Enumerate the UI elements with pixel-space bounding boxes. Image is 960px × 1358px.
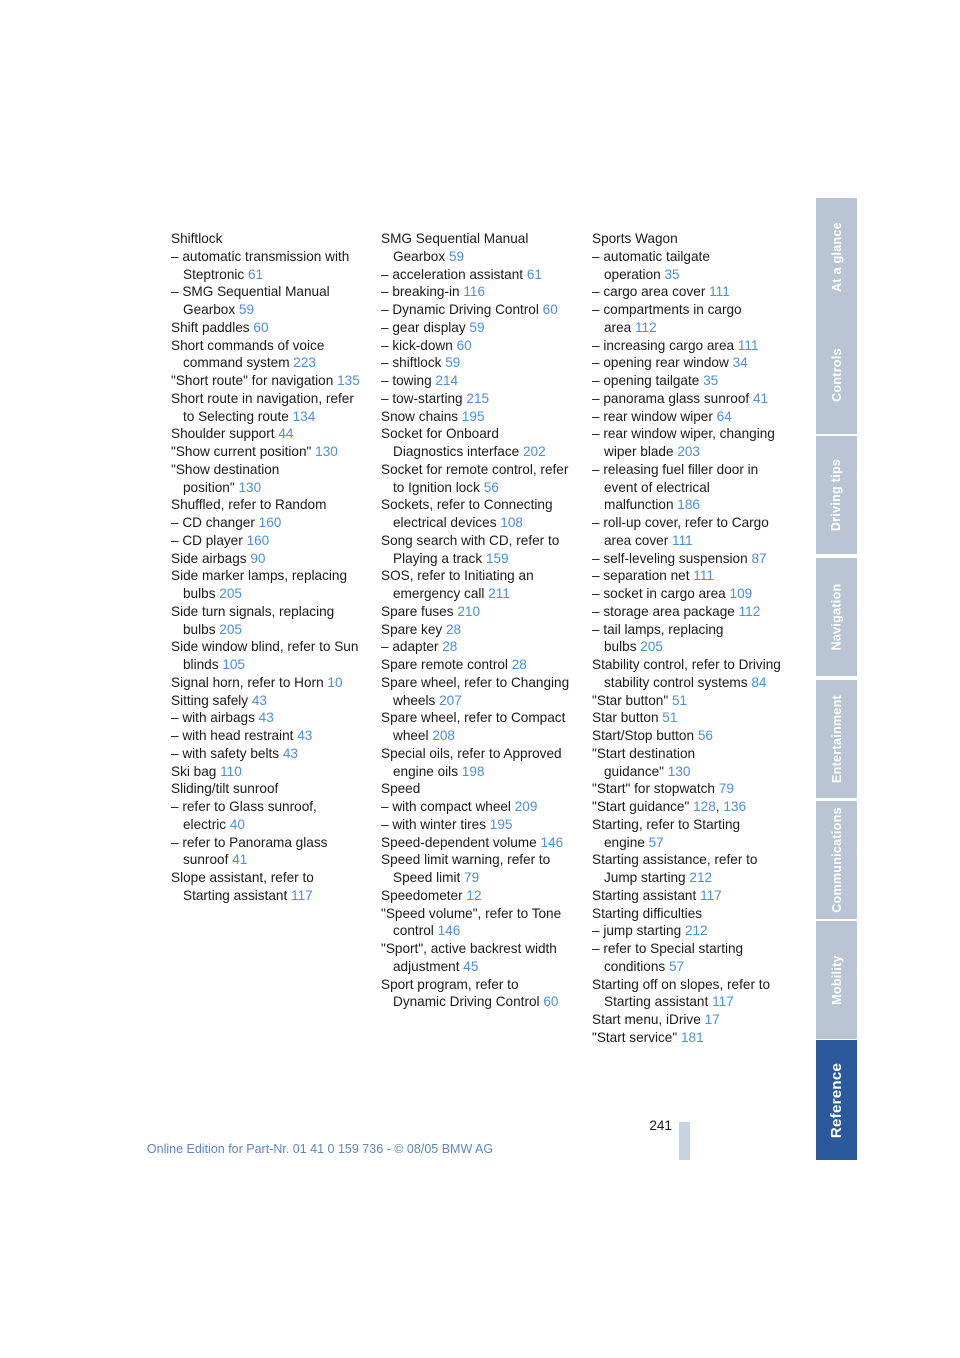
index-entry-term: Sitting safely: [171, 692, 249, 708]
page-link[interactable]: 79: [464, 870, 480, 885]
page-link[interactable]: 195: [489, 816, 513, 832]
index-entry-term: – SMG Sequential Manual Gearbox: [171, 284, 330, 317]
index-entry: [171, 567, 361, 603]
index-entry: [381, 390, 571, 408]
page-link[interactable]: 212: [689, 870, 713, 885]
index-entry: [381, 532, 571, 568]
page-link[interactable]: 34: [732, 355, 748, 371]
index-entry-term: Side airbags: [171, 550, 247, 566]
index-entry: [171, 390, 361, 426]
page-link[interactable]: 35: [703, 373, 719, 388]
page-link[interactable]: 205: [219, 586, 242, 601]
index-entry-term: – breaking-in: [381, 284, 460, 300]
index-entry-term: Speed limit warning, refer to Speed limit: [381, 852, 551, 885]
index-entry: [381, 621, 571, 639]
index-entry-term: Song search with CD, refer to Playing a track: [381, 532, 560, 566]
index-entry: [592, 851, 782, 887]
page-link[interactable]: 112: [635, 319, 657, 335]
page-link[interactable]: 60: [543, 994, 559, 1010]
index-entry-term: Starting assistance, refer to Jump starting: [592, 852, 758, 885]
page-link[interactable]: 44: [278, 426, 294, 442]
index-entry: [171, 248, 361, 284]
page-link[interactable]: 28: [442, 639, 458, 655]
index-entry: [381, 567, 571, 603]
index-entry-term: Starting off on slopes, refer to Starting assistant: [592, 976, 771, 1010]
index-entry-term: Short route in navigation, refer to Selecting route: [171, 390, 354, 424]
page-link[interactable]: 117: [700, 887, 722, 903]
tab-label: Reference: [828, 1062, 845, 1138]
index-entry: [381, 230, 571, 266]
page-link[interactable]: 210: [457, 603, 481, 619]
page-link[interactable]: 214: [435, 373, 459, 388]
page-link[interactable]: 209: [514, 799, 538, 814]
page-link[interactable]: 43: [251, 692, 267, 708]
index-entry-term: – roll-up cover, refer to Cargo area cover: [592, 515, 769, 548]
page-link[interactable]: 203: [677, 444, 700, 459]
tab-driving-tips[interactable]: [816, 436, 857, 554]
index-entry: [592, 887, 782, 905]
index-entry: [592, 337, 782, 355]
tab-mobility[interactable]: [816, 921, 857, 1039]
index-entry-term: Speed-dependent volume: [381, 834, 537, 850]
index-entry: [171, 496, 361, 514]
index-entry: [592, 248, 782, 284]
index-entry: [171, 514, 361, 532]
index-entry: [171, 869, 361, 905]
index-entry: [592, 709, 782, 727]
index-column-1: [171, 230, 361, 905]
index-entry-term: Socket for Onboard Diagnostics interface: [381, 426, 520, 459]
page-link[interactable]: 186: [677, 497, 700, 513]
page-link[interactable]: 60: [456, 337, 472, 353]
index-entry: [171, 834, 361, 870]
index-entry-term: Shuffled, refer to Random: [171, 497, 327, 513]
tab-label: Navigation: [829, 583, 844, 651]
index-entry: [171, 372, 361, 390]
index-entry-term: "Show current position": [171, 444, 312, 459]
page-link[interactable]: 105: [222, 657, 245, 672]
index-entry-term: Socket for remote control, refer to Ignition lock: [381, 461, 569, 495]
index-entry-term: – automatic tailgate operation: [592, 248, 710, 282]
page-link[interactable]: 59: [469, 319, 485, 335]
index-entry: [381, 319, 571, 337]
index-entry: [592, 780, 782, 798]
index-entry: [592, 922, 782, 940]
index-entry: [381, 337, 571, 355]
page-link[interactable]: 135: [337, 373, 360, 388]
index-entry-term: – with airbags: [171, 710, 255, 726]
index-entry: [381, 372, 571, 390]
index-entry: [171, 319, 361, 337]
page-link[interactable]: 128: [693, 799, 716, 814]
index-entry-term: – refer to Glass sunroof, electric: [171, 799, 317, 832]
index-entry-term: Sport program, refer to Dynamic Driving Control: [381, 976, 540, 1010]
page-link[interactable]: 57: [669, 958, 685, 974]
index-entry-term: Shoulder support: [171, 426, 275, 442]
page-link[interactable]: 130: [315, 444, 338, 459]
page-link[interactable]: 202: [522, 444, 546, 459]
index-entry: [381, 834, 571, 852]
index-entry: [592, 976, 782, 1012]
index-entry: [171, 443, 361, 461]
index-entry-term: – opening rear window: [592, 355, 729, 371]
index-entry: [171, 727, 361, 745]
page-link[interactable]: 90: [250, 550, 266, 566]
index-entry-term: Sliding/tilt sunroof: [171, 781, 279, 797]
index-entry-term: "Star button": [592, 692, 669, 708]
index-entry: [592, 816, 782, 852]
index-entry-term: "Sport", active backrest width adjustment: [381, 941, 557, 974]
index-entry-term: "Start destination guidance": [592, 745, 696, 779]
index-entry: [171, 763, 361, 781]
index-entry-term: Speed: [381, 781, 421, 797]
index-entry-term: – tail lamps, replacing bulbs: [592, 621, 724, 655]
index-entry: [171, 674, 361, 692]
index-entry-term: – CD player: [171, 532, 243, 548]
index-entry-term: – refer to Special starting conditions: [592, 941, 744, 974]
index-entry: [592, 1011, 782, 1029]
index-entry-term: Shift paddles: [171, 319, 250, 335]
index-entry-term: – cargo area cover: [592, 284, 706, 300]
index-column-2: [381, 230, 571, 1011]
index-entry: [381, 780, 571, 798]
index-entry-term: – panorama glass sunroof: [592, 390, 750, 406]
index-entry: [171, 532, 361, 550]
page-link[interactable]: 208: [432, 728, 455, 743]
index-entry-term: Signal horn, refer to Horn: [171, 674, 324, 690]
index-entry-term: Snow chains: [381, 408, 459, 424]
index-entry-term: – with safety belts: [171, 745, 280, 761]
page-link[interactable]: 111: [693, 568, 714, 584]
index-entry: [592, 727, 782, 745]
page-link[interactable]: 10: [327, 674, 343, 690]
page-link[interactable]: 111: [672, 532, 693, 548]
index-entry-term: Spare wheel, refer to Changing wheels: [381, 674, 570, 708]
page-link[interactable]: 108: [500, 515, 523, 530]
index-entry-term: "Start service": [592, 1029, 678, 1045]
page-link[interactable]: 205: [640, 639, 663, 655]
index-entry-term: Sockets, refer to Connecting electrical devices: [381, 497, 553, 530]
index-entry-term: – separation net: [592, 568, 690, 584]
page-link[interactable]: 146: [540, 834, 564, 850]
index-entry-term: – with head restraint: [171, 728, 294, 743]
index-entry-term: – jump starting: [592, 923, 682, 939]
index-entry: [171, 692, 361, 710]
page-link[interactable]: 64: [716, 408, 732, 424]
index-entry-term: SMG Sequential Manual Gearbox: [381, 231, 529, 264]
index-entry-term: Star button: [592, 710, 659, 726]
index-entry: [592, 230, 782, 248]
page-link[interactable]: 41: [232, 852, 248, 868]
index-entry-term: – self-leveling suspension: [592, 550, 748, 566]
page-link[interactable]: 59: [238, 302, 255, 317]
page-link[interactable]: 43: [297, 728, 313, 743]
index-entry-term: – storage area package: [592, 603, 735, 619]
index-entry-term: Shiftlock: [171, 231, 223, 246]
index-entry: [592, 301, 782, 337]
index-entry-term: Spare fuses: [381, 603, 454, 619]
page-link[interactable]: 130: [238, 479, 262, 495]
page-link[interactable]: 134: [292, 408, 316, 424]
index-entry: [592, 283, 782, 301]
page-link[interactable]: 60: [253, 319, 269, 335]
index-entry-term: – towing: [381, 373, 432, 388]
tab-label: Entertainment: [829, 695, 844, 783]
page-link[interactable]: 57: [648, 834, 664, 850]
index-entry: [592, 905, 782, 923]
index-entry-term: "Start" for stopwatch: [592, 781, 715, 797]
index-entry-term: "Short route" for navigation: [171, 373, 334, 388]
page-link[interactable]: 112: [738, 603, 761, 619]
page-link[interactable]: 159: [485, 550, 509, 566]
page-link[interactable]: 51: [662, 710, 678, 726]
index-entry-term: – socket in cargo area: [592, 586, 726, 601]
tab-controls[interactable]: [816, 316, 857, 434]
index-entry: [171, 745, 361, 763]
page-link[interactable]: 12: [466, 887, 482, 903]
tab-at-a-glance[interactable]: [816, 198, 857, 316]
index-entry: [592, 550, 782, 568]
page-link[interactable]: 60: [542, 302, 558, 317]
tab-label: Communications: [829, 807, 844, 913]
index-entry: [381, 674, 571, 710]
index-entry: [592, 390, 782, 408]
index-entry-term: "Speed volume", refer to Tone control: [381, 905, 562, 939]
page-number: 241: [649, 1118, 672, 1133]
index-entry: [171, 283, 361, 319]
index-entry-term: Special oils, refer to Approved engine oils: [381, 745, 562, 779]
page-link[interactable]: 43: [282, 745, 298, 761]
page-link[interactable]: 28: [511, 657, 527, 672]
index-entry-term: Side marker lamps, replacing bulbs: [171, 568, 348, 601]
index-entry: [171, 780, 361, 798]
index-entry: [381, 638, 571, 656]
page-link[interactable]: 110: [220, 763, 242, 779]
page-link[interactable]: 87: [751, 550, 767, 566]
page-link[interactable]: 195: [461, 408, 485, 424]
page-link[interactable]: 146: [437, 923, 461, 939]
page-link[interactable]: 136: [723, 799, 747, 814]
index-entry: [592, 1029, 782, 1047]
index-entry: [381, 798, 571, 816]
index-entry: [381, 461, 571, 497]
index-entry: [592, 372, 782, 390]
page-link[interactable]: 205: [219, 621, 242, 637]
index-entry-term: Speedometer: [381, 887, 463, 903]
page-link[interactable]: 79: [718, 781, 734, 797]
page-link[interactable]: 41: [752, 390, 769, 406]
index-entry: [381, 851, 571, 887]
index-entry-term: – gear display: [381, 319, 466, 335]
index-entry: [381, 266, 571, 284]
tab-entertainment[interactable]: [816, 680, 857, 798]
index-entry-term: Spare remote control: [381, 657, 508, 672]
page-link[interactable]: 28: [446, 621, 462, 637]
page-link[interactable]: 43: [258, 710, 274, 726]
index-entry: [381, 301, 571, 319]
index-entry: [592, 603, 782, 621]
index-entry-term: – CD changer: [171, 515, 255, 530]
index-entry-term: Starting difficulties: [592, 905, 703, 921]
index-entry: [592, 567, 782, 585]
index-entry: [592, 585, 782, 603]
index-entry: [592, 656, 782, 692]
index-entry-term: Starting, refer to Starting engine: [592, 816, 741, 850]
page-link[interactable]: 35: [664, 266, 680, 282]
index-entry-term: – rear window wiper: [592, 408, 713, 424]
index-entry-term: "Start guidance": [592, 799, 690, 814]
index-entry-term: – automatic transmission with Steptronic: [171, 248, 350, 282]
index-entry: [592, 940, 782, 976]
index-entry-term: – acceleration assistant: [381, 266, 524, 282]
index-column-3: [592, 230, 782, 1047]
index-entry: [381, 656, 571, 674]
index-entry: [171, 461, 361, 497]
index-entry: [381, 745, 571, 781]
index-entry: [171, 798, 361, 834]
page-link[interactable]: 56: [483, 479, 499, 495]
index-entry: [592, 692, 782, 710]
page-link[interactable]: 56: [697, 728, 713, 743]
footer: [0, 1142, 960, 1156]
index-entry-term: – refer to Panorama glass sunroof: [171, 834, 328, 868]
page-link[interactable]: 17: [704, 1012, 720, 1027]
index-entry-term: – Dynamic Driving Control: [381, 302, 539, 317]
tab-communications[interactable]: [816, 801, 857, 919]
index-entry-term: Short commands of voice command system: [171, 337, 325, 371]
index-entry-term: Sports Wagon: [592, 231, 678, 246]
index-entry-term: – adapter: [381, 639, 439, 655]
page-link[interactable]: 160: [246, 532, 270, 548]
index-entry-term: – tow-starting: [381, 390, 463, 406]
index-entry: [381, 425, 571, 461]
index-entry-term: Start/Stop button: [592, 728, 695, 743]
index-entry: [171, 425, 361, 443]
index-entry: [381, 905, 571, 941]
tab-label: Mobility: [829, 955, 844, 1005]
index-entry: [381, 709, 571, 745]
page-link[interactable]: 61: [248, 266, 264, 282]
index-entry-term: – opening tailgate: [592, 373, 700, 388]
index-entry-term: – kick-down: [381, 337, 453, 353]
index-entry-term: Ski bag: [171, 763, 217, 779]
index-entry: [171, 638, 361, 674]
index-entry-term: Start menu, iDrive: [592, 1012, 701, 1027]
index-entry: [592, 425, 782, 461]
index-entry-term: Stability control, refer to Driving stability control systems: [592, 657, 781, 690]
page-link[interactable]: 211: [488, 586, 510, 601]
index-entry: [381, 496, 571, 532]
index-entry: [171, 230, 361, 248]
tab-label: Driving tips: [829, 458, 844, 532]
page-link[interactable]: 59: [445, 355, 461, 371]
page-link[interactable]: 40: [229, 816, 245, 832]
index-entry-term: – with winter tires: [381, 816, 487, 832]
page-link[interactable]: 207: [439, 692, 462, 708]
page-link[interactable]: 51: [671, 692, 688, 708]
index-entry-term: Starting assistant: [592, 887, 697, 903]
tab-label: At a glance: [829, 222, 844, 292]
index-entry: [592, 514, 782, 550]
page-link[interactable]: 116: [463, 284, 486, 300]
index-entry-term: – with compact wheel: [381, 799, 511, 814]
page-link[interactable]: 130: [667, 763, 691, 779]
index-entry-term: – releasing fuel filler door in event of electrical malfunction: [592, 461, 759, 513]
footer-text: Online Edition for Part-Nr. 01 41 0 159 736 - © 08/05 BMW AG: [146, 1142, 494, 1156]
index-entry: [381, 354, 571, 372]
index-entry: [381, 408, 571, 426]
index-entry-term: – rear window wiper, changing wiper blade: [592, 426, 775, 459]
index-entry-term: Spare wheel, refer to Compact wheel: [381, 710, 566, 743]
tab-label: Controls: [829, 348, 844, 402]
tab-navigation[interactable]: [816, 558, 857, 676]
page-link[interactable]: 45: [463, 958, 479, 974]
index-entry: [381, 816, 571, 834]
page-link[interactable]: 181: [680, 1029, 704, 1045]
index-entry: [381, 976, 571, 1012]
index-entry-term: – shiftlock: [381, 355, 442, 371]
index-entry: [592, 621, 782, 657]
page-link[interactable]: 111: [737, 337, 759, 353]
index-entry: [381, 887, 571, 905]
index-entry: [171, 337, 361, 373]
index-entry-term: SOS, refer to Initiating an emergency call: [381, 568, 534, 601]
page-link[interactable]: 198: [461, 763, 485, 779]
index-entry-term: Slope assistant, refer to Starting assistant: [171, 870, 314, 903]
page-link[interactable]: 117: [712, 994, 734, 1010]
index-entry: [381, 283, 571, 301]
index-entry: [171, 603, 361, 639]
index-entry-term: Side window blind, refer to Sun blinds: [171, 639, 359, 672]
index-entry-term: Spare key: [381, 621, 443, 637]
index-entry: [381, 940, 571, 976]
index-entry: [381, 603, 571, 621]
index-entry: [592, 408, 782, 426]
page-link[interactable]: 160: [258, 515, 282, 530]
page-link[interactable]: 215: [466, 390, 490, 406]
page-link[interactable]: 109: [729, 586, 753, 601]
page-link[interactable]: 212: [684, 923, 708, 939]
page-link[interactable]: 61: [526, 266, 542, 282]
index-entry: [592, 354, 782, 372]
index-entry: [592, 745, 782, 781]
index-entry: [171, 709, 361, 727]
page-link[interactable]: 59: [448, 248, 465, 264]
index-entry-term: – increasing cargo area: [592, 337, 735, 353]
index-entry: [592, 461, 782, 514]
index-entry-term: Side turn signals, replacing bulbs: [171, 603, 335, 637]
section-tabs: [816, 198, 857, 1160]
index-entry: [171, 550, 361, 568]
index-entry-term: – compartments in cargo area: [592, 302, 742, 335]
page-link[interactable]: 223: [293, 355, 316, 371]
page-link[interactable]: 111: [709, 284, 730, 300]
index-entry-term: "Show destination position": [171, 461, 280, 495]
page-link[interactable]: 117: [291, 887, 313, 903]
page-link[interactable]: 84: [751, 674, 767, 690]
index-entry: "Start guidance" 128, 136: [592, 799, 747, 814]
